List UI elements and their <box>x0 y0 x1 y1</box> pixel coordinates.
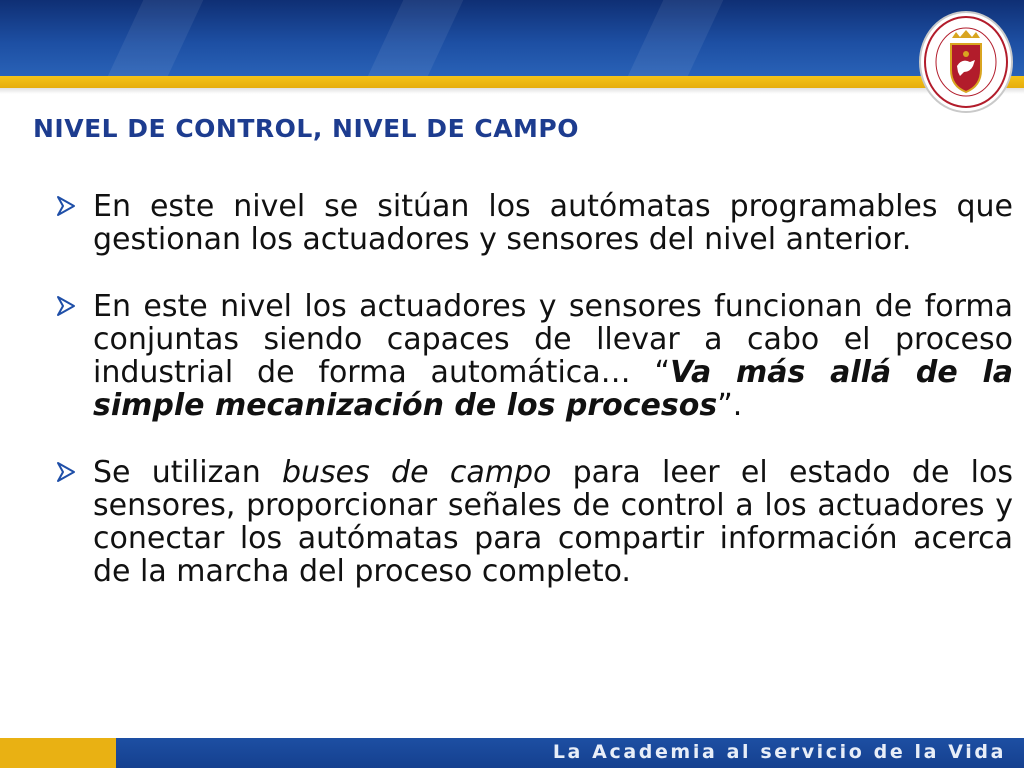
list-item <box>56 290 1013 422</box>
bullet-text: En este nivel se sitúan los autómatas programables que gestionan los actuadores y sensores del nivel anterior. <box>93 189 1013 257</box>
header-streak <box>78 0 222 78</box>
arrow-bullet-icon <box>56 295 76 317</box>
bullet-text: Se utilizan <box>93 455 282 490</box>
bullet-list <box>56 190 1013 622</box>
footer-gold-block <box>0 738 116 768</box>
list-item <box>56 190 1013 256</box>
list-item <box>56 456 1013 588</box>
header-streak <box>338 0 482 78</box>
bullet-text-end: ”. <box>717 388 743 423</box>
arrow-bullet-icon <box>56 195 76 217</box>
footer-band <box>0 738 1024 768</box>
header-gold-stripe <box>0 76 1024 88</box>
bullet-italic-term: buses de campo <box>282 455 552 490</box>
header-shadow <box>0 88 1024 94</box>
arrow-bullet-icon <box>56 461 76 483</box>
bullet-text-end: para leer el estado de los sensores, proporcionar señales de control a los actuadores y conectar los autómatas para compartir información acerca de la marcha del proceso completo. <box>93 455 1014 589</box>
footer-slogan: La Academia al servicio de la Vida <box>552 741 1006 763</box>
header-band <box>0 0 1024 78</box>
university-seal-logo <box>918 10 1014 114</box>
bullet-emphasis: Va más allá de la simple mecanización de los procesos <box>93 355 1013 423</box>
header-streak <box>598 0 742 78</box>
bullet-text: En este nivel los actuadores y sensores funcionan de forma conjuntas siendo capaces de llevar a cabo el proceso industrial de forma automática… “ <box>93 289 1013 390</box>
page-title: NIVEL DE CONTROL, NIVEL DE CAMPO <box>33 114 579 143</box>
